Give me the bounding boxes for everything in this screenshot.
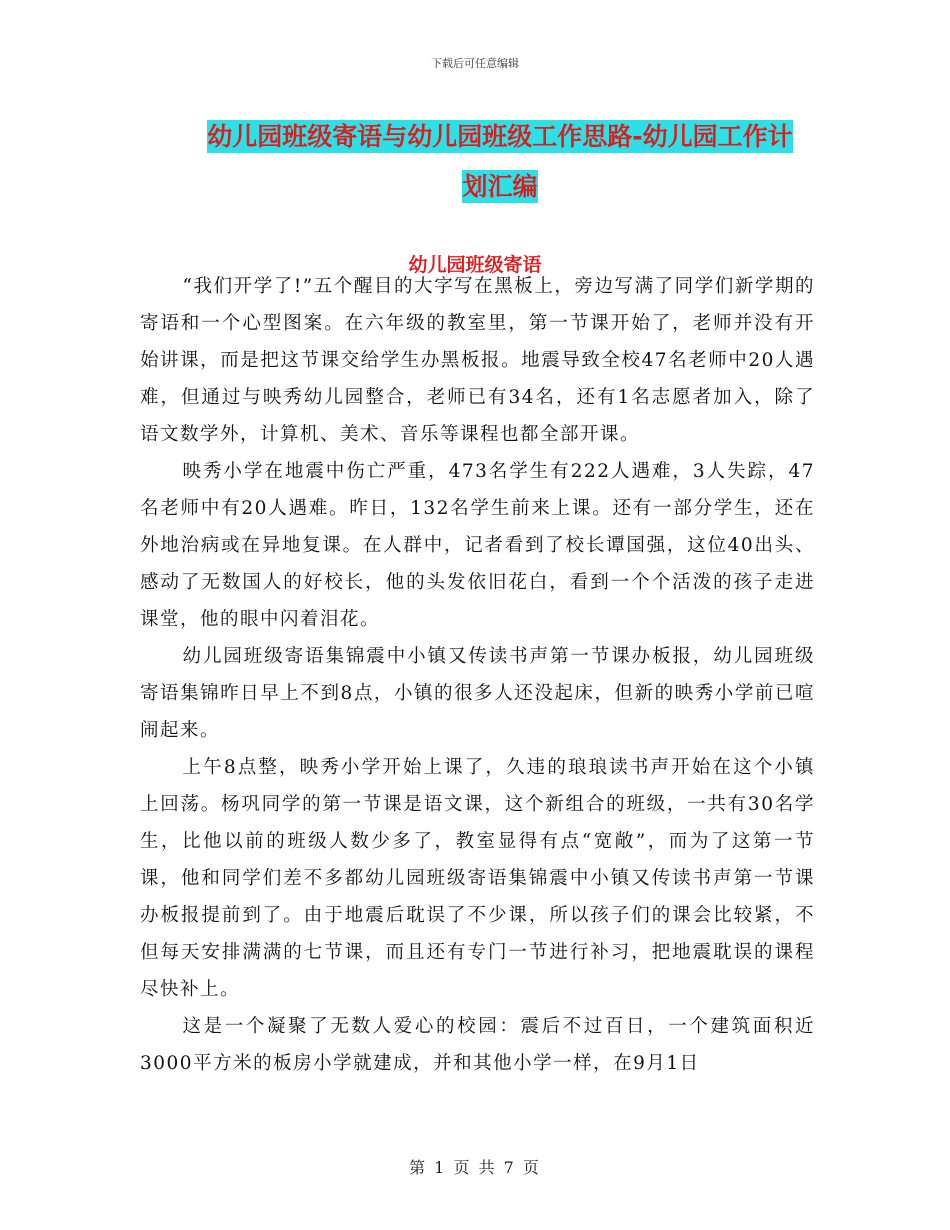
document-title-line2: 划汇编 [462,172,538,201]
page-footer: 第 1 页 共 7 页 [409,1158,541,1177]
document-title-line1: 幼儿园班级寄语与幼儿园班级工作思路-幼儿园工作计 [207,122,793,151]
header-note: 下载后可任意编辑 [431,57,519,70]
paragraph: 映秀小学在地震中伤亡严重，473名学生有222人遇难，3人失踪，47名老师中有20人遇难。昨日，132名学生前来上课。还有一部分学生，还在外地治病或在异地复课。在人群中，记者看到了校长谭国强，这位40出头、感动了无数国人的好校长，他的头发依旧花白，看到一个个活泼的孩子走进课堂，他的眼中闪着泪花。 [140,461,815,630]
paragraph: 幼儿园班级寄语集锦震中小镇又传读书声第一节课办板报，幼儿园班级寄语集锦昨日早上不到8点，小镇的很多人还没起床，但新的映秀小学前已喧闹起来。 [140,646,815,741]
paragraph: 上午8点整，映秀小学开始上课了，久违的琅琅读书声开始在这个小镇上回荡。杨巩同学的第一节课是语文课，这个新组合的班级，一共有30名学生，比他以前的班级人数少多了，教室显得有点“宽敞”，而为了这第一节课，他和同学们差不多都幼儿园班级寄语集锦震中小镇又传读书声第一节课办板报提前到了。由于地震后耽误了不少课，所以孩子们的课会比较紧，不但每天安排满满的七节课，而且还有专门一节进行补习，把地震耽误的课程尽快补上。 [140,757,815,1000]
paragraph: 这是一个凝聚了无数人爱心的校园：震后不过百日，一个建筑面积近3000平方米的板房小学就建成，并和其他小学一样，在9月1日 [140,1016,815,1074]
document-title [150,112,850,212]
section-title: 幼儿园班级寄语 [408,254,542,276]
paragraph: “我们开学了!”五个醒目的大字写在黑板上，旁边写满了同学们新学期的寄语和一个心型图案。在六年级的教室里，第一节课开始了，老师并没有开始讲课，而是把这节课交给学生办黑板报。地震导致全校47名老师中20人遇难，但通过与映秀幼儿园整合，老师已有34名，还有1名志愿者加入，除了语文数学外，计算机、美术、音乐等课程也都全部开课。 [140,276,815,445]
document-body [140,268,815,1082]
